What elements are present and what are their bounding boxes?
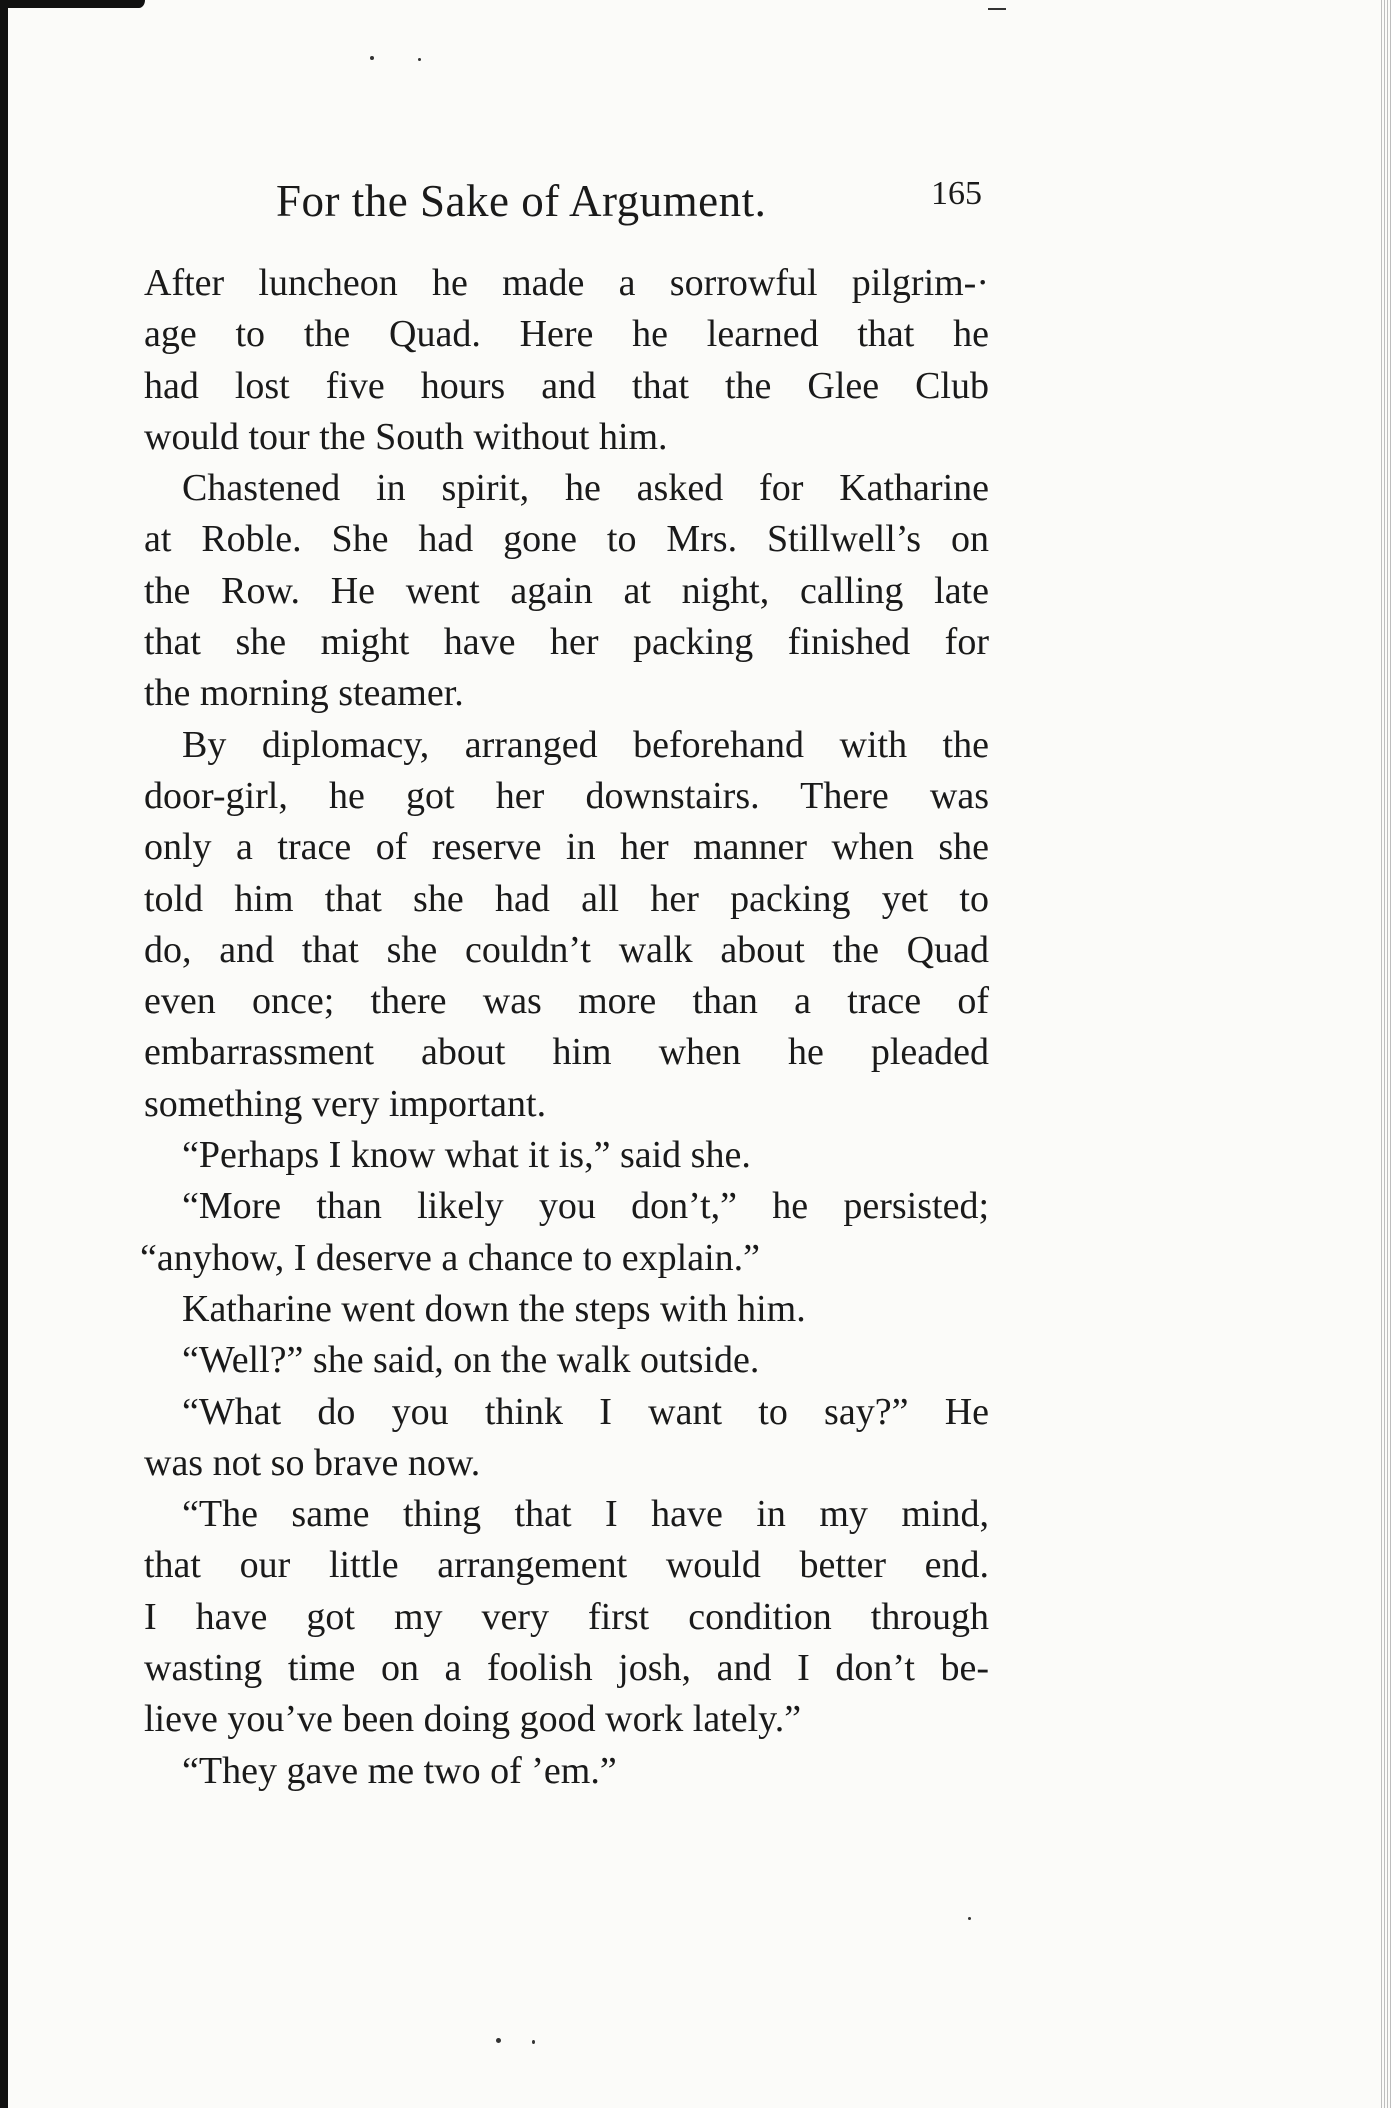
text-line: “The same thing that I have in my mind, bbox=[182, 1493, 989, 1536]
scan-speck bbox=[968, 1917, 971, 1920]
text-line: “Well?” she said, on the walk outside. bbox=[182, 1339, 760, 1382]
text-line: embarrassment about him when he pleaded bbox=[144, 1031, 989, 1074]
page-header bbox=[276, 175, 982, 235]
text-line: “More than likely you don’t,” he persisted; bbox=[182, 1185, 989, 1228]
scan-speck bbox=[532, 2040, 535, 2044]
body-text bbox=[140, 258, 989, 1797]
scan-speck bbox=[418, 58, 421, 61]
text-line: the Row. He went again at night, calling late bbox=[144, 569, 989, 612]
text-line: Katharine went down the steps with him. bbox=[182, 1287, 806, 1330]
text-line: I have got my very first condition through bbox=[144, 1595, 989, 1638]
text-line: Chastened in spirit, he asked for Katharine bbox=[182, 467, 989, 510]
text-line: would tour the South without him. bbox=[144, 415, 668, 458]
page-binding-edge bbox=[0, 0, 8, 2108]
text-line: told him that she had all her packing yet to bbox=[144, 877, 989, 920]
text-line: lieve you’ve been doing good work lately.” bbox=[144, 1698, 802, 1741]
text-line: was not so brave now. bbox=[144, 1441, 481, 1484]
scan-speck bbox=[370, 56, 374, 60]
page-number: 165 bbox=[931, 175, 982, 212]
scan-speck bbox=[496, 2038, 501, 2043]
text-line: that she might have her packing finished for bbox=[144, 621, 989, 664]
text-line: had lost five hours and that the Glee Club bbox=[144, 364, 989, 407]
text-line: only a trace of reserve in her manner when she bbox=[144, 826, 989, 869]
text-line: the morning steamer. bbox=[144, 672, 464, 715]
text-line: “What do you think I want to say?” He bbox=[182, 1390, 989, 1433]
text-line: “anyhow, I deserve a chance to explain.” bbox=[140, 1236, 761, 1279]
binding-corner-mark bbox=[0, 0, 145, 8]
text-line: even once; there was more than a trace of bbox=[144, 980, 989, 1023]
text-line: at Roble. She had gone to Mrs. Stillwell’s on bbox=[144, 518, 989, 561]
text-line: door-girl, he got her downstairs. There was bbox=[144, 774, 989, 817]
text-line: that our little arrangement would better end. bbox=[144, 1544, 989, 1587]
scan-mark bbox=[988, 8, 1006, 10]
text-line: something very important. bbox=[144, 1082, 547, 1125]
running-title: For the Sake of Argument. bbox=[276, 176, 767, 226]
text-line: wasting time on a foolish josh, and I don’t be- bbox=[144, 1647, 989, 1690]
text-line: After luncheon he made a sorrowful pilgrim-· bbox=[144, 262, 989, 304]
text-line: “Perhaps I know what it is,” said she. bbox=[182, 1134, 751, 1177]
text-line: By diplomacy, arranged beforehand with the bbox=[182, 723, 989, 766]
text-line: “They gave me two of ’em.” bbox=[182, 1749, 617, 1792]
text-line: do, and that she couldn’t walk about the Quad bbox=[144, 928, 989, 971]
page-right-edge bbox=[1381, 0, 1391, 2108]
text-line: age to the Quad. Here he learned that he bbox=[144, 313, 989, 356]
